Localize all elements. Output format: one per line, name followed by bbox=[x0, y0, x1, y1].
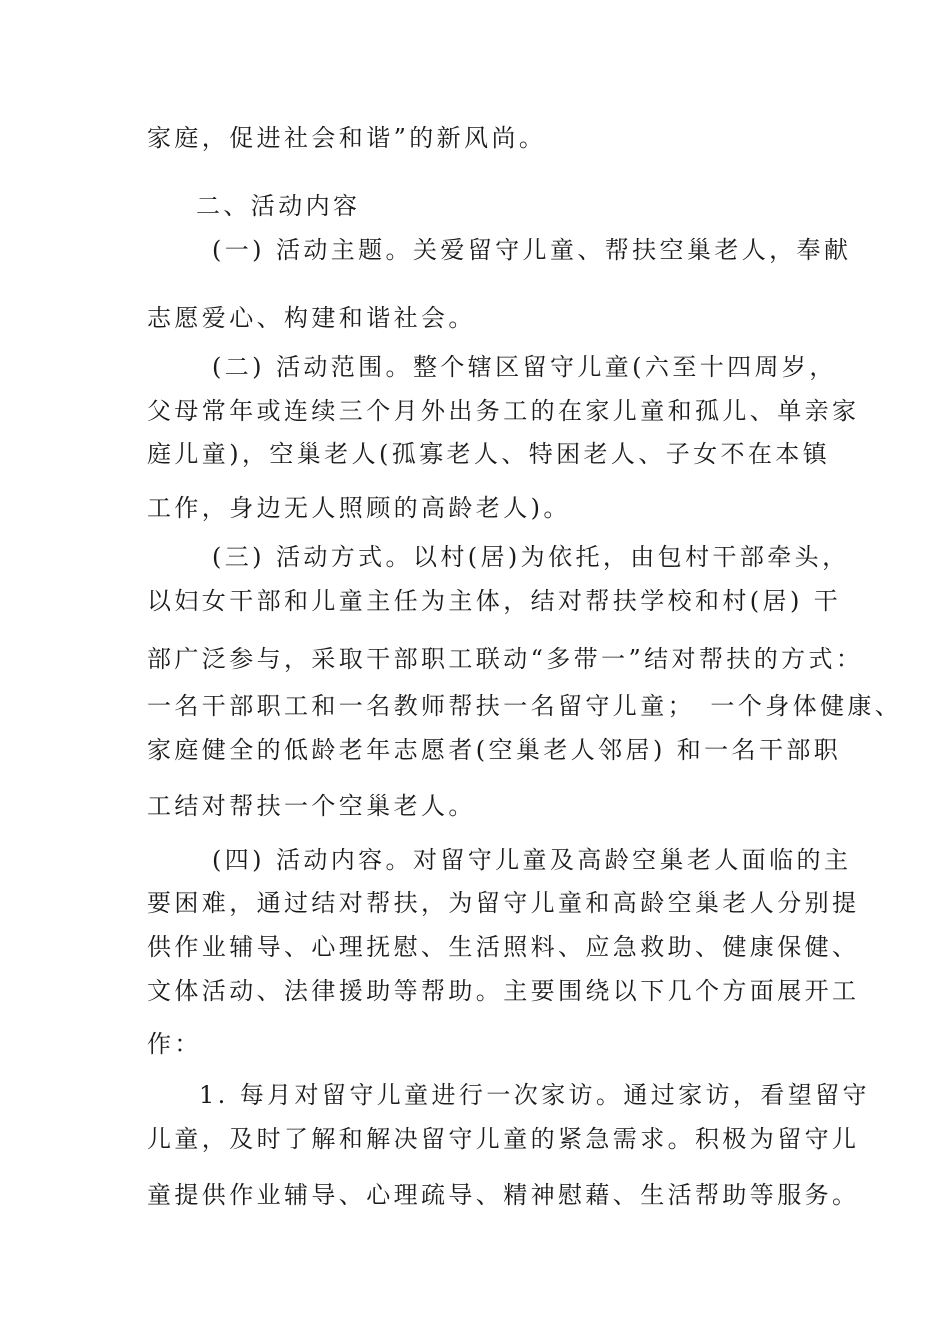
text-line-22: 童提供作业辅导、心理疏导、精神慰藉、生活帮助等服务。 bbox=[147, 1181, 860, 1209]
text-line-5: (二) 活动范围。整个辖区留守儿童(六至十四周岁， bbox=[212, 353, 837, 381]
text-line-3: (一) 活动主题。关爱留守儿童、帮扶空巢老人，奉献 bbox=[212, 236, 852, 264]
text-line-6: 父母常年或连续三个月外出务工的在家儿童和孤儿、单亲家 bbox=[147, 397, 860, 425]
text-line-17: 供作业辅导、心理抚慰、生活照料、应急救助、健康保健、 bbox=[147, 933, 860, 961]
text-line-18: 文体活动、法律援助等帮助。主要围绕以下几个方面展开工 bbox=[147, 977, 860, 1005]
text-line-4: 志愿爱心、构建和谐社会。 bbox=[147, 304, 476, 332]
text-line-10: 以妇女干部和儿童主任为主体，结对帮扶学校和村(居) 干 bbox=[147, 587, 842, 615]
text-line-1: 家庭，促进社会和谐”的新风尚。 bbox=[147, 124, 547, 152]
text-line-7: 庭儿童)，空巢老人(孤寡老人、特困老人、子女不在本镇 bbox=[147, 440, 831, 468]
text-line-15: (四) 活动内容。对留守儿童及高龄空巢老人面临的主 bbox=[212, 846, 852, 874]
text-line-12: 一名干部职工和一名教师帮扶一名留守儿童； 一个身体健康、 bbox=[147, 692, 903, 720]
text-line-19: 作： bbox=[147, 1030, 202, 1058]
text-line-8: 工作，身边无人照顾的高龄老人)。 bbox=[147, 494, 571, 522]
text-line-14: 工结对帮扶一个空巢老人。 bbox=[147, 792, 476, 820]
text-line-11: 部广泛参与，采取干部职工联动“多带一”结对帮扶的方式： bbox=[147, 645, 864, 673]
text-line-16: 要困难，通过结对帮扶，为留守儿童和高龄空巢老人分别提 bbox=[147, 889, 860, 917]
text-line-9: (三) 活动方式。以村(居)为依托，由包村干部牵头， bbox=[212, 543, 850, 571]
text-line-20: 1. 每月对留守儿童进行一次家访。通过家访，看望留守 bbox=[199, 1081, 870, 1109]
text-line-13: 家庭健全的低龄老年志愿者(空巢老人邻居) 和一名干部职 bbox=[147, 736, 842, 764]
section-heading-activity-content: 二、活动内容 bbox=[196, 192, 361, 220]
text-line-21: 儿童，及时了解和解决留守儿童的紧急需求。积极为留守儿 bbox=[147, 1125, 860, 1153]
